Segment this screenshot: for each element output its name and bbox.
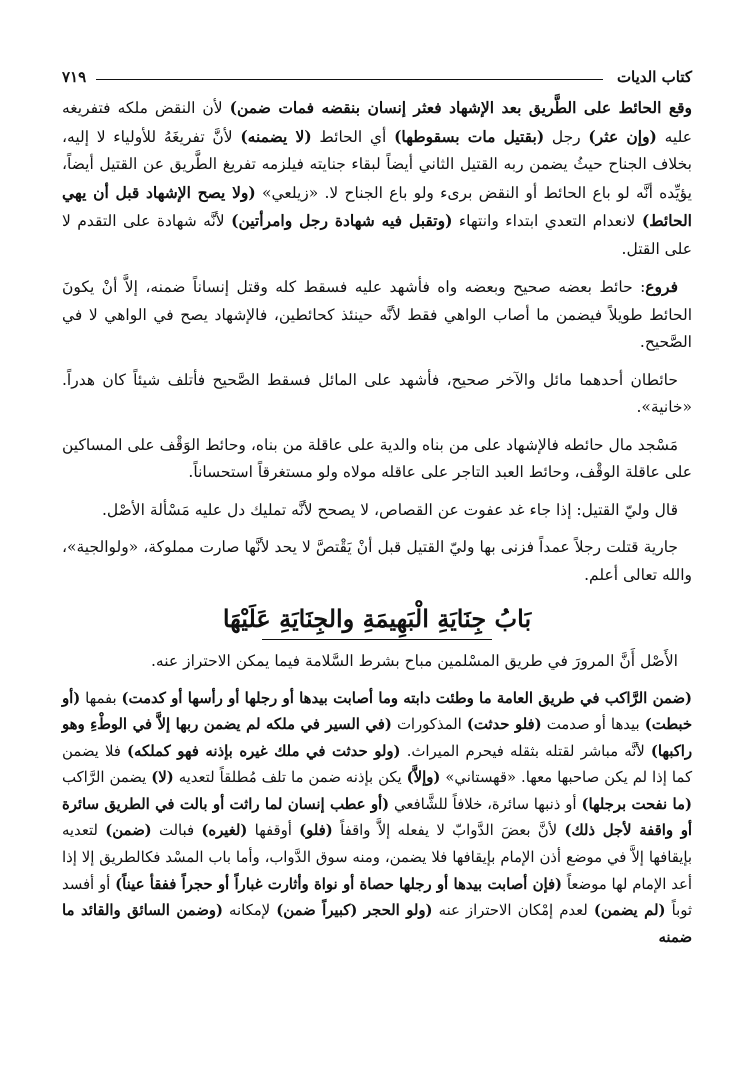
text-segment: لأنَّ بعضَ الدَّوابّ لا يفعله إلاَّ واقفاً <box>332 822 565 840</box>
text-segment: مَسْجد مال حائطه فالإشهاد على من بناه والدية على عاقلة من بناه، وحائط الوَقْف على المساكين على عاقلة الوقْف، وحائط العبد التاجر على عاقله مولاه ولو مستغرقاً استحساناً. <box>62 435 692 481</box>
bold-text-segment: (ضمن الرَّاكب في طريق العامة ما وطئت دابته وما أصابت بيدها أو رجلها أو رأسها أو كدمت) <box>121 689 692 707</box>
bold-text-segment: (ولا يصح الإشهاد قبل أن يهي الحائط) <box>62 182 692 230</box>
chapter-title-underline <box>262 639 492 640</box>
text-segment: أو ذنبها سائرة، خلافاً للشَّافعي <box>389 795 582 813</box>
text-segment: أو أفسد ثوباً <box>62 875 692 920</box>
text-segment: لأن النقض ملكه فتفريغه عليه <box>62 99 692 146</box>
bold-text-segment: (فإن أصابت بيدها أو رجلها حصاة أو نواة وأثارت غباراً أو حجراً ففقأ عيناً) <box>115 875 563 893</box>
text-segment: أي الحائط <box>311 127 395 146</box>
bold-text-segment: (أو خبطت) <box>62 689 692 734</box>
bold-text-segment: (وإلاَّ) <box>406 769 441 787</box>
bold-text-segment: (ضمن) <box>105 822 152 840</box>
text-segment: بفمها <box>80 689 122 707</box>
paragraph <box>62 534 692 589</box>
page-header <box>62 62 692 86</box>
text-segment: جارية قتلت رجلاً عمداً فزنى بها وليّ القتيل قبل أنْ يَقْتصَّ لا يحد لأنَّها صارت مملوكة، «ولوالجية»، والله تعالى أعلم. <box>62 538 692 584</box>
text-segment: لأنَّه مباشر لقتله بثقله فيحرم الميراث. <box>400 742 651 760</box>
bold-text-segment: (فلو) <box>299 822 333 840</box>
bold-text-segment: (لم يضمن) <box>593 902 666 920</box>
bold-text-segment: وقع الحائط على الطَّريق بعد الإشهاد فعثر إنسان بنقضه فمات ضمن) <box>229 98 692 117</box>
text-segment: حائطان أحدهما مائل والآخر صحيح، فأشهد على المائل فسقط الصَّحيح فأتلف شيئاً كان هدراً. «خانية». <box>62 370 692 416</box>
text-segment: لإمكانه <box>222 902 277 920</box>
text-segment: يضمن الرَّاكب <box>62 769 152 787</box>
text-segment: بيدها أو صدمت <box>541 716 645 734</box>
bold-text-segment: (ما نفحت برجلها) <box>581 795 692 813</box>
text-segment: فبالت <box>151 822 202 840</box>
text-segment: المذكورات <box>391 716 467 734</box>
bold-text-segment: (وتقبل فيه شهادة رجل وامرأتين) <box>231 211 453 230</box>
bold-text-segment: (لا يضمنه) <box>240 126 312 146</box>
bold-text-segment: (وضمن السائق والقائد ما ضمنه <box>62 902 692 946</box>
paragraph <box>62 367 692 422</box>
bold-text-segment: (كبيراً ضمن) <box>276 902 364 920</box>
paragraph <box>62 273 692 357</box>
bold-text-segment: (لا) <box>151 769 174 787</box>
paragraphs <box>62 94 692 589</box>
running-title: كتاب الديات <box>616 68 692 86</box>
bold-text-segment: (لغيره) <box>201 822 248 840</box>
text-segment: فلا يضمن كما إذا لم يكن صاحبها معها. «قهستاني» <box>62 742 692 787</box>
text-segment: قال وليّ القتيل: إذا جاء غد عفوت عن القصاص، لا يصحح لأنَّه تمليك دل عليه مَسْألة الأصْل. <box>101 500 678 519</box>
text-segment: يكن بإذنه ضمن ما تلف مُطلقاً لتعديه <box>173 769 407 787</box>
book-page <box>62 62 692 951</box>
text-segment: لتعديه بإيقافها إلاَّ في موضع أذن الإمام بإيقافها فلا يضمن، ومنه سوق الدَّواب، وأما باب المسْد فكالطريق إلا إذا أعد الإمام لها موضعاً <box>62 822 692 893</box>
bold-text-segment: (أو عطب إنسان لما راثت أو بالت في الطريق سائرة أو واقفة لأجل ذلك) <box>62 795 693 840</box>
text-segment: لعدم إمْكان الاحتراز عنه <box>432 902 594 920</box>
paragraph <box>62 94 692 263</box>
bold-text-segment: (فلو حدثت) <box>466 716 542 734</box>
text-segment: لأنَّه شهادة على التقدم لا على القتل. <box>62 212 692 258</box>
header-rule <box>96 79 603 80</box>
bold-text-segment: (ولو الحجر <box>363 902 433 920</box>
bold-text-segment: (في السير في ملكه لم يضمن ربها إلاَّ في الوطْءِ وهو راكبها) <box>62 716 693 760</box>
paragraph <box>62 497 692 525</box>
bold-text-segment: (ولو حدثت في ملك غيره بإذنه فهو كملكه) <box>127 742 401 760</box>
bold-text-segment: (وإن عثر) <box>588 126 657 146</box>
text-segment: لأنَّ تفريغَهُ للأولياء لا إليه، بخلاف الجناح حيثُ يضمن ربه القتيل الثاني أيضاً لبقاء جنايته فيلزمه تفريغ الطَّريق عن القتيل أيضاً، يؤيِّده أنَّه لو باع الحائط أو النقض برىء ولو باع الجناح لا. «زيلعي» <box>62 127 692 202</box>
paragraph <box>62 432 692 487</box>
chapter-intro: الأَصْل أَنَّ المرورَ في طريق المسْلمين مباح بشرط السَّلامة فيما يمكن الاحتراز عنه. <box>151 652 678 670</box>
commentary-block <box>62 686 692 952</box>
bold-text-segment: (بقتيل مات بسقوطها) <box>394 126 545 146</box>
page-number: ٧١٩ <box>62 68 87 86</box>
text-segment: أوقفها <box>247 822 300 840</box>
chapter-title: بَابُ جِنَايَةِ الْبَهِيمَةِ والجِنَايَةِ عَلَيْهَا <box>222 604 532 633</box>
text-segment: لانعدام التعدي ابتداء وانتهاء <box>452 212 642 230</box>
bold-text-segment: فروع <box>645 277 678 296</box>
text-segment: : حائط بعضه صحيح وبعضه واه فأشهد عليه فسقط كله وقتل إنساناً ضمنه، إلاَّ أنْ يكونَ الحائط طويلاً فيضمن ما أصاب الواهي فقط لأنَّه حينئذ كحائطين، فالإشهاد يصح في الواهي لا في الصَّحيح. <box>62 278 692 351</box>
text-segment: رجل <box>544 127 589 146</box>
